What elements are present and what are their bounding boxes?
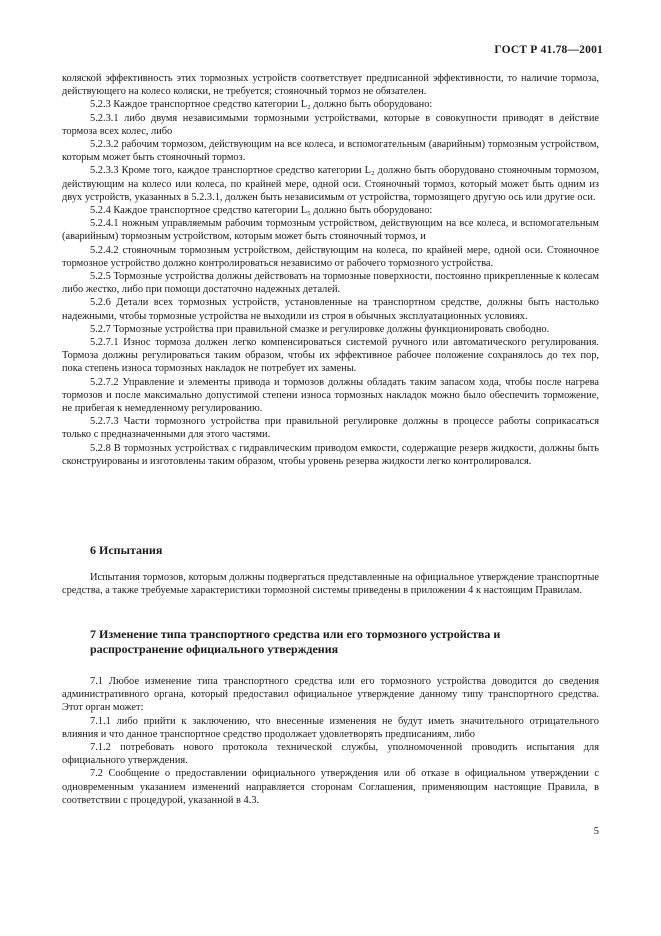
page-number: 5 bbox=[593, 826, 599, 837]
paragraph: 5.2.7.1 Износ тормоза должен легко компенсироваться системой ручного или автоматического регулирования. Тормоза должны регулироваться таким образом, чтобы их эффективное рабочее положение сохранялось до тех пор, пока степень износа тормозных накладок не потребует их замены. bbox=[62, 337, 599, 375]
paragraph: 5.2.4.1 ножным управляемым рабочим тормозным устройством, действующим на все колеса, и вспомогательным (аварийным) тормозным устройством, которым может быть стояночный тормоз, и bbox=[62, 218, 599, 243]
paragraph: 7.1.1 либо прийти к заключению, что внесенные изменения не будут иметь значительного отрицательного влияния и что данное транспортное средство продолжает удовлетворять предписаниям, либо bbox=[62, 715, 599, 740]
section-7-heading: 7 Изменение типа транспортного средства или его тормозного устройства и распространение официального утверждения bbox=[90, 627, 501, 656]
paragraph: 5.2.3.3 Кроме того, каждое транспортное средство категории L₂ должно быть оборудовано стояночным тормозом, действующим на колесо или колеса, по крайней мере, одной оси. Стояночный тормоз, который может быть одним из двух устройств, указанных в 5.2.3.1, должен быть независимым от устройства, тормозящего другую ось или другие оси. bbox=[62, 165, 599, 203]
paragraph: 7.1 Любое изменение типа транспортного средства или его тормозного устройства доводится до сведения административного органа, который предоставил официальное утверждение данному типу транспортного средства. Этот орган может: bbox=[62, 676, 599, 714]
standard-header: ГОСТ Р 41.78—2001 bbox=[494, 44, 603, 56]
paragraph: 5.2.7 Тормозные устройства при правильной смазке и регулировке должны функционировать свободно. bbox=[90, 323, 550, 335]
section-6-body bbox=[62, 571, 599, 597]
paragraph: 5.2.3.2 рабочим тормозом, действующим на все колеса, и вспомогательным (аварийным) тормозным устройством, которым может быть стояночный тормоз. bbox=[62, 139, 599, 164]
paragraph: 5.2.6 Детали всех тормозных устройств, установленные на транспортном средстве, должны быть настолько надежными, чтобы тормозные устройства не выходили из строя в обычных эксплуатационных условиях. bbox=[62, 297, 599, 322]
paragraph: 7.2 Сообщение о предоставлении официального утверждения или об отказе в официальном утверждении с одновременным указанием изменений направляется сторонам Соглашения, применяющим настоящие Правила, в соответствии с процедурой, указанной в 4.3. bbox=[62, 768, 599, 806]
section-6-heading: 6 Испытания bbox=[90, 543, 163, 557]
paragraph: 5.2.5 Тормозные устройства должны действовать на тормозные поверхности, постоянно прикрепленные к колесам либо жестко, либо при помощи достаточно надежных деталей. bbox=[62, 271, 599, 296]
paragraph: Испытания тормозов, которым должны подвергаться представленные на официальное утверждение транспортные средства, а также требуемые характеристики тормозной системы приведены в приложении 4 к настоящим Правилам. bbox=[62, 572, 599, 597]
section-7-body bbox=[62, 675, 599, 807]
body-text bbox=[62, 72, 599, 468]
paragraph: 5.2.3 Каждое транспортное средство категории L₂ должно быть оборудовано: bbox=[90, 99, 433, 111]
paragraph: 7.1.2 потребовать нового протокола технической службы, уполномоченной проводить испытания для официального утверждения. bbox=[62, 742, 599, 767]
paragraph: 5.2.7.2 Управление и элементы привода и тормозов должны обладать таким запасом хода, чтобы после нагрева тормозов и после максимально допустимой степени износа тормозных накладок можно было обеспечить торможение, не прибегая к немедленному регулированию. bbox=[62, 376, 599, 415]
paragraph: 5.2.3.1 либо двумя независимыми тормозными устройствами, которые в совокупности приводят в действие тормоза всех колес, либо bbox=[62, 112, 599, 137]
paragraph: 5.2.4.2 стояночным тормозным устройством, действующим на колеса, по крайней мере, одной оси. Стояночное тормозное устройство должно контролироваться независимо от рабочего тормозного устройства. bbox=[62, 244, 599, 269]
paragraph: 5.2.4 Каждое транспортное средство категории L₅ должно быть оборудовано: bbox=[90, 205, 433, 217]
paragraph: 5.2.8 В тормозных устройствах с гидравлическим приводом емкости, содержащие резерв жидкости, должны быть сконструированы и изготовлены таким образом, чтобы уровень резерва жидкости легко контролировался. bbox=[62, 442, 599, 467]
paragraph: 5.2.7.3 Части тормозного устройства при правильной регулировке должны в процессе работы соприкасаться только с предназначенными для этого частями. bbox=[62, 416, 599, 441]
paragraph: коляской эффективность этих тормозных устройств соответствует предписанной эффективности, то наличие тормоза, действующего на колесо коляски, не требуется; стояночный тормоз не обязателен. bbox=[62, 73, 599, 98]
